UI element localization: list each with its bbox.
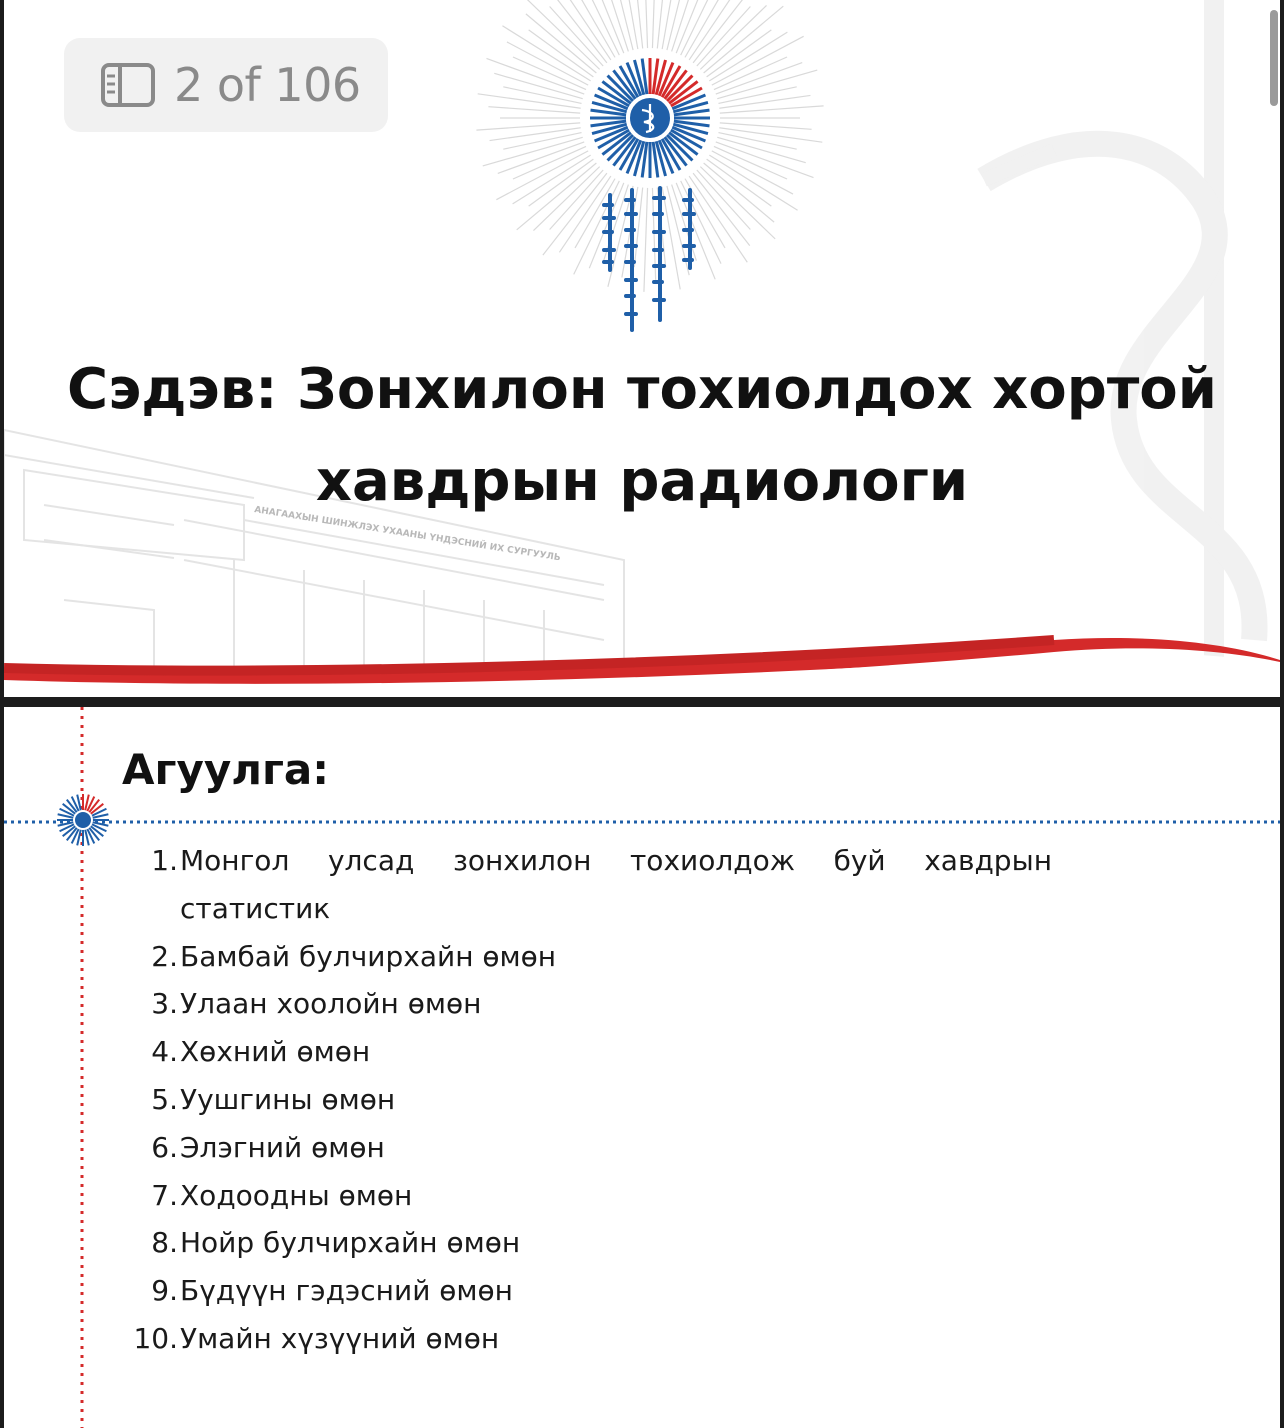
list-item xyxy=(122,1315,1052,1363)
list-item-number: 10. xyxy=(133,1321,178,1355)
building-caption: АНАГААХЫН ШИНЖЛЭХ УХААНЫ ҮНДЭСНИЙ ИХ СУРГУУЛЬ xyxy=(253,505,562,564)
list-item xyxy=(122,1124,1052,1172)
list-item-number: 7. xyxy=(151,1178,178,1212)
title-slide xyxy=(4,0,1280,697)
slide-title xyxy=(4,344,1280,528)
list-item-number: 4. xyxy=(151,1035,178,1069)
contents-list xyxy=(122,837,1052,1363)
list-item-text: Элэгний өмөн xyxy=(180,1130,385,1164)
list-item-word: тохиолдож xyxy=(630,844,795,877)
contents-heading: Агуулга: xyxy=(122,745,330,794)
list-item-line-2: статистик xyxy=(180,891,331,925)
list-item-line-1 xyxy=(180,837,1052,885)
list-item-number: 6. xyxy=(151,1130,178,1164)
list-item-number: 8. xyxy=(151,1226,178,1260)
medical-emblem-icon xyxy=(470,0,830,340)
list-item xyxy=(122,837,1052,933)
list-item-word: зонхилон xyxy=(452,844,592,877)
list-item-number: 9. xyxy=(151,1274,178,1308)
sidebar-icon[interactable] xyxy=(100,62,156,108)
list-item-word: хавдрын xyxy=(924,844,1052,877)
list-item-number: 2. xyxy=(151,939,178,973)
list-item-text: Улаан хоолойн өмөн xyxy=(180,987,482,1021)
list-item-text: Бүдүүн гэдэсний өмөн xyxy=(180,1274,513,1308)
page-indicator[interactable] xyxy=(64,38,388,132)
list-item xyxy=(122,1076,1052,1124)
list-item-text xyxy=(178,837,1052,933)
list-item-number: 1. xyxy=(151,844,178,877)
list-item xyxy=(122,933,1052,981)
scrollbar[interactable] xyxy=(1270,10,1278,106)
list-item-number: 5. xyxy=(151,1082,178,1116)
list-item-number: 3. xyxy=(151,987,178,1021)
list-item xyxy=(122,1028,1052,1076)
list-item-word: буй xyxy=(833,844,886,877)
slide-title-line-2: хавдрын радиологи xyxy=(315,449,969,514)
list-item xyxy=(122,980,1052,1028)
page-indicator-text: 2 of 106 xyxy=(174,58,361,112)
list-item-text: Ходоодны өмөн xyxy=(180,1178,413,1212)
slide-title-line-1: Сэдэв: Зонхилон тохиолдох хортой xyxy=(67,357,1217,422)
list-item-text: Уушгины өмөн xyxy=(180,1082,396,1116)
list-item xyxy=(122,1219,1052,1267)
list-item xyxy=(122,1172,1052,1220)
list-item-text: Умайн хүзүүний өмөн xyxy=(180,1321,500,1355)
list-item-word: Монгол xyxy=(180,844,290,877)
list-item-text: Нойр булчирхайн өмөн xyxy=(180,1226,521,1260)
list-item-word: улсад xyxy=(327,844,415,877)
contents-slide xyxy=(4,707,1280,1428)
list-item xyxy=(122,1267,1052,1315)
list-item-text: Бамбай булчирхайн өмөн xyxy=(180,939,557,973)
small-emblem-icon xyxy=(57,794,109,846)
list-item-text: Хөхний өмөн xyxy=(180,1035,371,1069)
